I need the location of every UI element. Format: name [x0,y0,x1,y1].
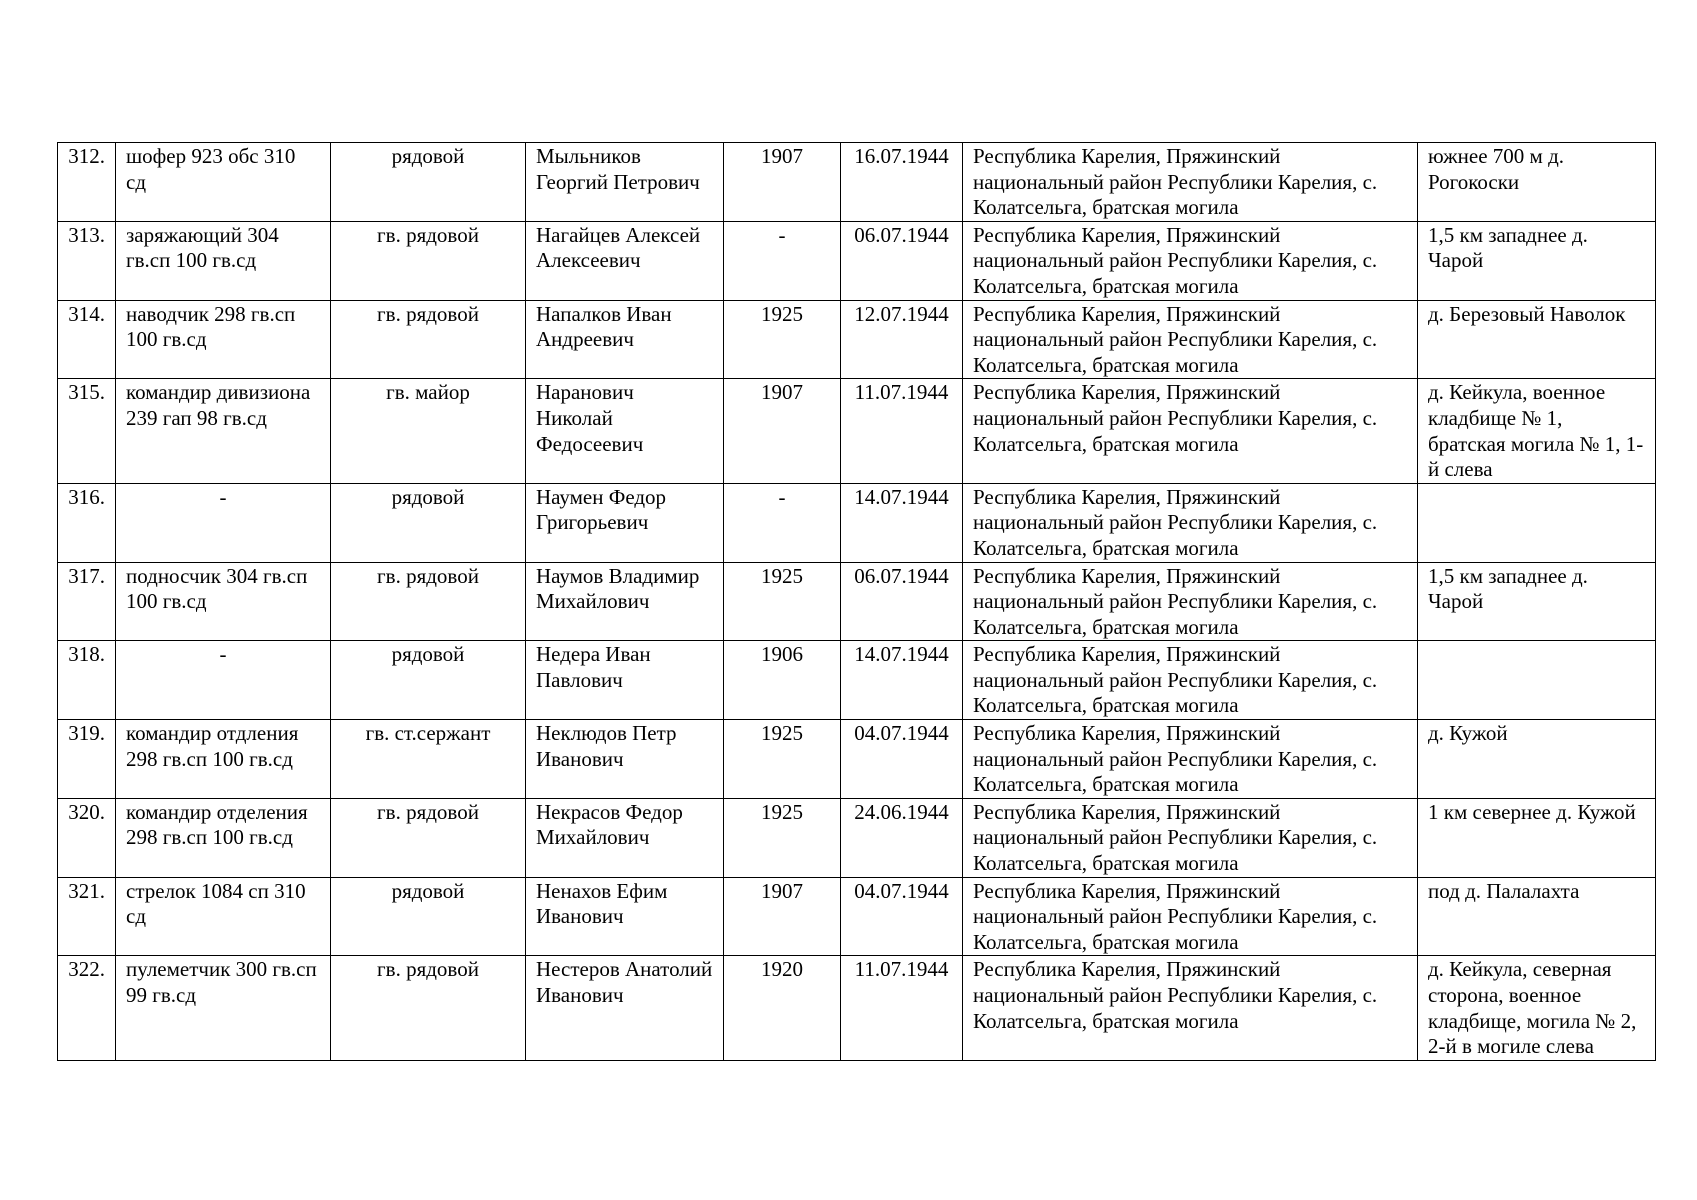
record-number: 321. [58,877,116,956]
name-cell: Нестеров Анатолий Иванович [526,956,724,1060]
birth-year-cell: 1925 [724,562,841,641]
table-row [58,300,1656,379]
record-number: 312. [58,143,116,222]
original-burial-cell: д. Кейкула, северная сторона, военное кладбище, могила № 2, 2-й в могиле слева [1418,956,1656,1060]
record-number: 316. [58,483,116,562]
name-cell: Напалков Иван Андреевич [526,300,724,379]
position-cell: наводчик 298 гв.сп 100 гв.сд [116,300,331,379]
death-date-cell: 24.06.1944 [841,798,963,877]
original-burial-cell: под д. Палалахта [1418,877,1656,956]
table-row [58,143,1656,222]
birth-year-cell: 1907 [724,877,841,956]
birth-year-cell: 1925 [724,798,841,877]
rank-cell: рядовой [331,143,526,222]
name-cell: Наумов Владимир Михайлович [526,562,724,641]
burial-place-cell: Республика Карелия, Пряжинский национальный район Республики Карелия, с. Колатсельга, братская могила [963,798,1418,877]
name-cell: Нагайцев Алексей Алексеевич [526,221,724,300]
rank-cell: рядовой [331,877,526,956]
death-date-cell: 06.07.1944 [841,562,963,641]
death-date-cell: 11.07.1944 [841,379,963,483]
birth-year-cell: 1906 [724,641,841,720]
record-number: 317. [58,562,116,641]
death-date-cell: 04.07.1944 [841,877,963,956]
birth-year-cell: 1925 [724,300,841,379]
birth-year-cell: 1920 [724,956,841,1060]
rank-cell: гв. рядовой [331,562,526,641]
name-cell: Наранович Николай Федосеевич [526,379,724,483]
registry-body [58,143,1656,1061]
table-row [58,798,1656,877]
burial-place-cell: Республика Карелия, Пряжинский национальный район Республики Карелия, с. Колатсельга, братская могила [963,221,1418,300]
burial-place-cell: Республика Карелия, Пряжинский национальный район Республики Карелия, с. Колатсельга, братская могила [963,641,1418,720]
original-burial-cell: д. Кужой [1418,720,1656,799]
birth-year-cell: - [724,483,841,562]
rank-cell: гв. рядовой [331,221,526,300]
table-row [58,956,1656,1060]
name-cell: Мыльников Георгий Петрович [526,143,724,222]
position-cell: - [116,641,331,720]
record-number: 318. [58,641,116,720]
record-number: 320. [58,798,116,877]
position-cell: заряжающий 304 гв.сп 100 гв.сд [116,221,331,300]
original-burial-cell: 1,5 км западнее д. Чарой [1418,221,1656,300]
death-date-cell: 14.07.1944 [841,641,963,720]
record-number: 319. [58,720,116,799]
rank-cell: гв. майор [331,379,526,483]
rank-cell: гв. рядовой [331,798,526,877]
record-number: 315. [58,379,116,483]
position-cell: - [116,483,331,562]
burial-place-cell: Республика Карелия, Пряжинский национальный район Республики Карелия, с. Колатсельга, братская могила [963,720,1418,799]
record-number: 314. [58,300,116,379]
death-date-cell: 14.07.1944 [841,483,963,562]
rank-cell: рядовой [331,483,526,562]
burial-place-cell: Республика Карелия, Пряжинский национальный район Республики Карелия, с. Колатсельга, братская могила [963,877,1418,956]
burial-place-cell: Республика Карелия, Пряжинский национальный район Республики Карелия, с. Колатсельга, братская могила [963,143,1418,222]
table-row [58,221,1656,300]
original-burial-cell [1418,641,1656,720]
rank-cell: рядовой [331,641,526,720]
original-burial-cell: д. Кейкула, военное кладбище № 1, братская могила № 1, 1-й слева [1418,379,1656,483]
position-cell: командир отдления 298 гв.сп 100 гв.сд [116,720,331,799]
table-row [58,641,1656,720]
original-burial-cell: 1,5 км западнее д. Чарой [1418,562,1656,641]
burial-place-cell: Республика Карелия, Пряжинский национальный район Республики Карелия, с. Колатсельга, братская могила [963,562,1418,641]
name-cell: Наумен Федор Григорьевич [526,483,724,562]
burial-registry-table [57,142,1656,1061]
position-cell: пулеметчик 300 гв.сп 99 гв.сд [116,956,331,1060]
death-date-cell: 11.07.1944 [841,956,963,1060]
position-cell: командир дивизиона 239 гап 98 гв.сд [116,379,331,483]
birth-year-cell: 1907 [724,143,841,222]
rank-cell: гв. рядовой [331,956,526,1060]
table-row [58,720,1656,799]
table-row [58,379,1656,483]
name-cell: Некрасов Федор Михайлович [526,798,724,877]
burial-place-cell: Республика Карелия, Пряжинский национальный район Республики Карелия, с. Колатсельга, братская могила [963,483,1418,562]
original-burial-cell [1418,483,1656,562]
record-number: 322. [58,956,116,1060]
position-cell: командир отделения 298 гв.сп 100 гв.сд [116,798,331,877]
death-date-cell: 12.07.1944 [841,300,963,379]
birth-year-cell: - [724,221,841,300]
table-row [58,877,1656,956]
birth-year-cell: 1925 [724,720,841,799]
table-row [58,562,1656,641]
rank-cell: гв. ст.сержант [331,720,526,799]
death-date-cell: 16.07.1944 [841,143,963,222]
original-burial-cell: д. Березовый Наволок [1418,300,1656,379]
name-cell: Ненахов Ефим Иванович [526,877,724,956]
position-cell: подносчик 304 гв.сп 100 гв.сд [116,562,331,641]
table-row [58,483,1656,562]
original-burial-cell: 1 км севернее д. Кужой [1418,798,1656,877]
rank-cell: гв. рядовой [331,300,526,379]
position-cell: шофер 923 обс 310 сд [116,143,331,222]
name-cell: Неклюдов Петр Иванович [526,720,724,799]
original-burial-cell: южнее 700 м д. Рогокоски [1418,143,1656,222]
record-number: 313. [58,221,116,300]
name-cell: Недера Иван Павлович [526,641,724,720]
death-date-cell: 06.07.1944 [841,221,963,300]
position-cell: стрелок 1084 сп 310 сд [116,877,331,956]
burial-place-cell: Республика Карелия, Пряжинский национальный район Республики Карелия, с. Колатсельга, братская могила [963,300,1418,379]
burial-place-cell: Республика Карелия, Пряжинский национальный район Республики Карелия, с. Колатсельга, братская могила [963,956,1418,1060]
death-date-cell: 04.07.1944 [841,720,963,799]
burial-place-cell: Республика Карелия, Пряжинский национальный район Республики Карелия, с. Колатсельга, братская могила [963,379,1418,483]
birth-year-cell: 1907 [724,379,841,483]
